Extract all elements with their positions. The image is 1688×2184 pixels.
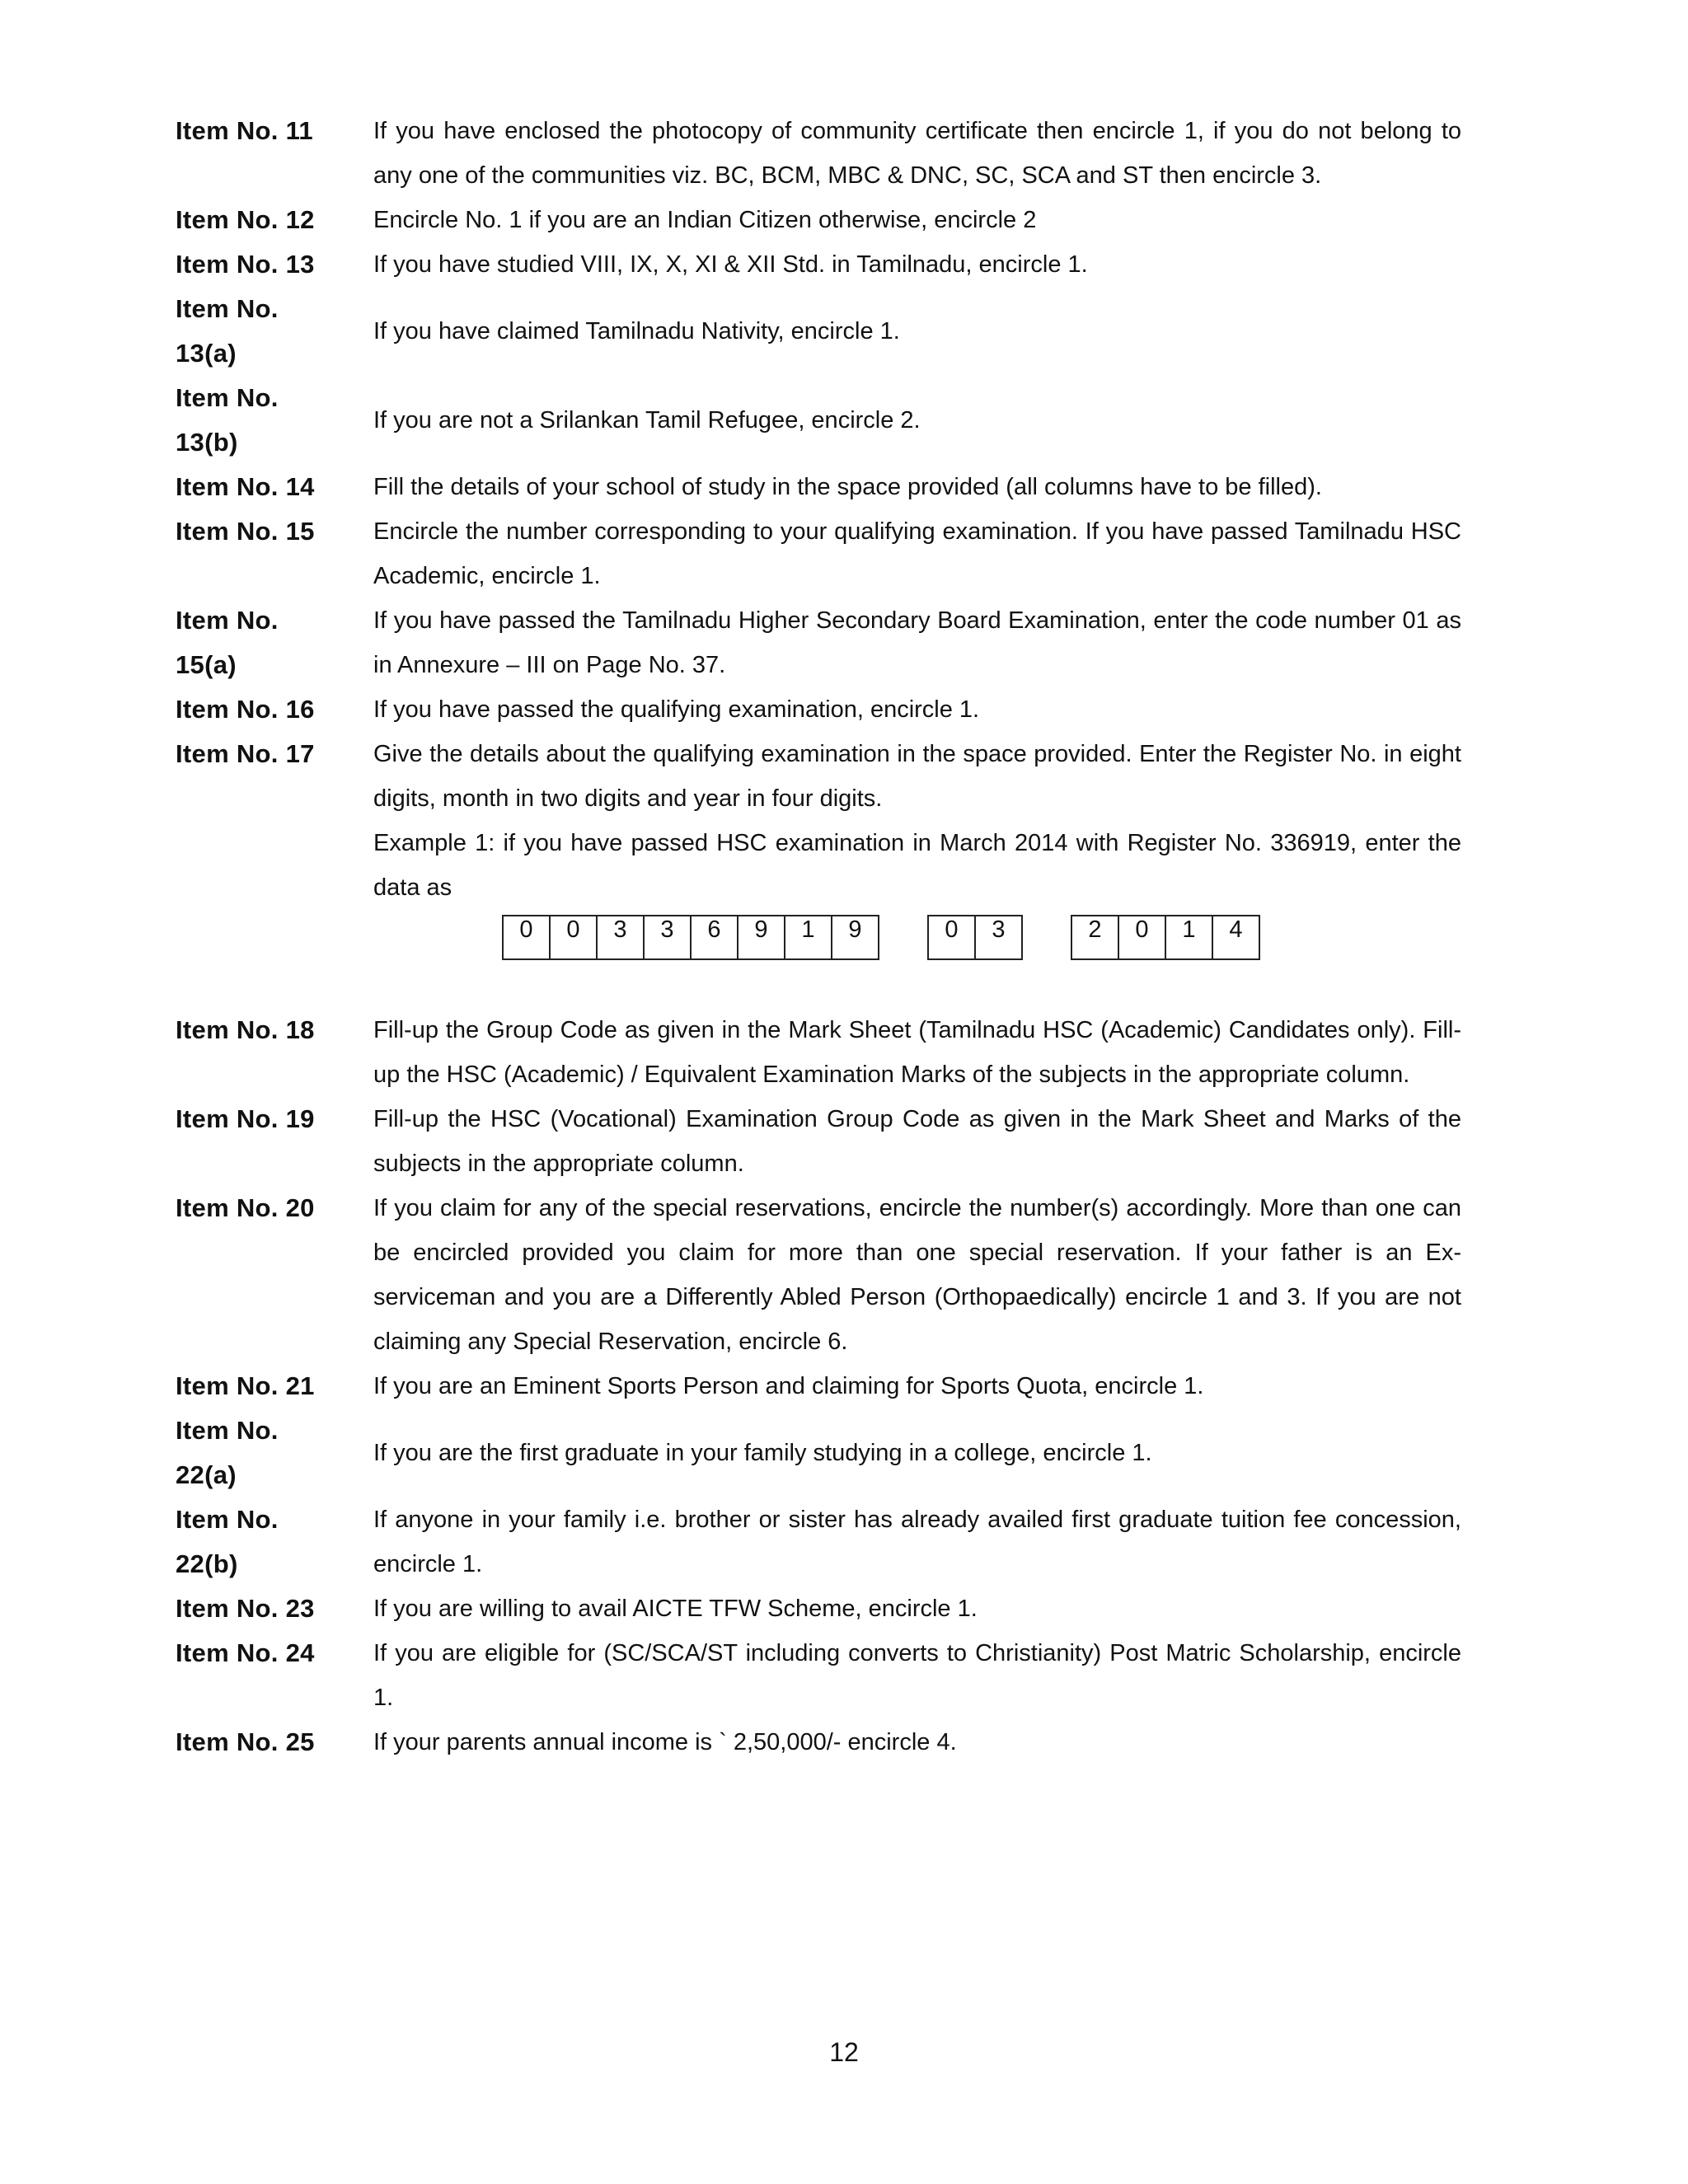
item-13b (176, 376, 1461, 465)
item-label: Item No. 18 (176, 1015, 315, 1044)
item-label: Item No. 25 (176, 1727, 315, 1756)
digit-box: 9 (831, 915, 879, 960)
item-label: Item No. 22(b) (176, 1505, 279, 1578)
item-14 (176, 465, 1461, 509)
year-boxes (1071, 915, 1260, 960)
item-text (373, 1497, 1461, 1586)
item-15a (176, 598, 1461, 687)
item-20 (176, 1186, 1461, 1364)
item-16 (176, 687, 1461, 732)
item-text (373, 309, 1461, 354)
item-text (373, 1720, 1461, 1765)
item-text (373, 242, 1461, 287)
item-13 (176, 242, 1461, 287)
item-paragraph: If you have passed the Tamilnadu Higher Secondary Board Examination, enter the code number 01 as in Annexure – III on Page No. 37. (373, 607, 1461, 678)
item-paragraph: Example 1: if you have passed HSC examination in March 2014 with Register No. 336919, enter the data as (373, 830, 1461, 901)
item-paragraph: If you are willing to avail AICTE TFW Scheme, encircle 1. (373, 1596, 978, 1622)
item-text (373, 1631, 1461, 1720)
item-text (373, 1186, 1461, 1364)
item-paragraph: Fill-up the Group Code as given in the Mark Sheet (Tamilnadu HSC (Academic) Candidates only). Fill-up the HSC (Academic) / Equivalent Examination Marks of the subjects in the appropriate column. (373, 1017, 1461, 1088)
item-paragraph: Encircle No. 1 if you are an Indian Citizen otherwise, encircle 2 (373, 207, 1037, 233)
item-label: Item No. 15(a) (176, 606, 279, 679)
item-label: Item No. 14 (176, 472, 315, 501)
item-25 (176, 1720, 1461, 1765)
item-paragraph: Give the details about the qualifying examination in the space provided. Enter the Register No. in eight digits, month in two digits and year in four digits. (373, 741, 1461, 812)
item-label: Item No. 12 (176, 205, 315, 234)
item-24 (176, 1631, 1461, 1720)
item-15 (176, 509, 1461, 598)
item-text (373, 687, 1461, 732)
item-label: Item No. 17 (176, 739, 315, 768)
item-text (373, 398, 1461, 443)
item-22b (176, 1497, 1461, 1586)
item-paragraph: If you have studied VIII, IX, X, XI & XII Std. in Tamilnadu, encircle 1. (373, 251, 1088, 278)
item-label: Item No. 13(b) (176, 383, 279, 457)
item-text (373, 465, 1461, 509)
register-number-boxes (502, 915, 879, 960)
item-paragraph: If anyone in your family i.e. brother or sister has already availed first graduate tuition fee concession, encircle 1. (373, 1507, 1461, 1577)
item-paragraph: If you claim for any of the special reservations, encircle the number(s) accordingly. More than one can be encircled provided you claim for more than one special reservation. If your father is an Ex-serviceman and you are a Differently Abled Person (Orthopaedically) encircle 1 and 3. If you are not claiming any Special Reservation, encircle 6. (373, 1195, 1461, 1355)
item-text (373, 1431, 1461, 1475)
item-label: Item No. 19 (176, 1104, 315, 1133)
item-paragraph: Encircle the number corresponding to your qualifying examination. If you have passed Tamilnadu HSC Academic, encircle 1. (373, 518, 1461, 589)
item-text (373, 1097, 1461, 1186)
month-boxes (927, 915, 1023, 960)
item-label: Item No. 15 (176, 517, 315, 546)
item-12 (176, 198, 1461, 242)
item-paragraph: If your parents annual income is ` 2,50,000/- encircle 4. (373, 1729, 957, 1755)
item-13a (176, 287, 1461, 376)
item-text (373, 198, 1461, 242)
digit-box: 0 (502, 915, 551, 960)
item-paragraph: If you have claimed Tamilnadu Nativity, encircle 1. (373, 318, 900, 344)
item-text (373, 732, 1461, 910)
item-label: Item No. 20 (176, 1193, 315, 1222)
item-label: Item No. 24 (176, 1638, 315, 1667)
page-number: 12 (829, 2037, 859, 2067)
item-22a (176, 1408, 1461, 1497)
item-label: Item No. 16 (176, 695, 315, 724)
item-paragraph: If you are the first graduate in your family studying in a college, encircle 1. (373, 1440, 1152, 1466)
digit-box: 6 (690, 915, 738, 960)
digit-box: 1 (784, 915, 832, 960)
digit-box: 3 (596, 915, 645, 960)
item-text (373, 509, 1461, 598)
item-paragraph: Fill the details of your school of study in the space provided (all columns have to be filled). (373, 474, 1322, 500)
item-paragraph: If you have enclosed the photocopy of community certificate then encircle 1, if you do not belong to any one of the communities viz. BC, BCM, MBC & DNC, SC, SCA and ST then encircle 3. (373, 118, 1461, 189)
item-text (373, 1586, 1461, 1631)
item-paragraph: If you are an Eminent Sports Person and claiming for Sports Quota, encircle 1. (373, 1373, 1204, 1399)
item-18 (176, 1008, 1461, 1097)
item-text (373, 1364, 1461, 1408)
digit-box: 1 (1165, 915, 1213, 960)
item-label: Item No. 13 (176, 250, 315, 279)
digit-box: 0 (927, 915, 976, 960)
item-17 (176, 732, 1461, 910)
digit-box: 4 (1212, 915, 1260, 960)
digit-box: 9 (737, 915, 785, 960)
digit-box: 3 (974, 915, 1023, 960)
item-21 (176, 1364, 1461, 1408)
digit-box: 0 (549, 915, 598, 960)
digit-box: 0 (1118, 915, 1166, 960)
item-label: Item No. 11 (176, 116, 313, 145)
item-19 (176, 1097, 1461, 1186)
item-paragraph: If you have passed the qualifying examination, encircle 1. (373, 696, 980, 723)
item-paragraph: Fill-up the HSC (Vocational) Examination Group Code as given in the Mark Sheet and Marks of the subjects in the appropriate column. (373, 1106, 1461, 1177)
item-11 (176, 109, 1461, 198)
item-text (373, 1008, 1461, 1097)
item-label: Item No. 23 (176, 1594, 315, 1623)
item-text (373, 109, 1461, 198)
digit-box: 3 (643, 915, 692, 960)
register-example-boxes (502, 915, 1461, 960)
item-label: Item No. 21 (176, 1371, 315, 1400)
item-label: Item No. 22(a) (176, 1416, 279, 1489)
instructions-page (176, 109, 1461, 1765)
item-paragraph: If you are not a Srilankan Tamil Refugee, encircle 2. (373, 407, 921, 434)
digit-box: 2 (1071, 915, 1119, 960)
item-text (373, 598, 1461, 687)
item-label: Item No. 13(a) (176, 294, 279, 368)
item-paragraph: If you are eligible for (SC/SCA/ST including converts to Christianity) Post Matric Scholarship, encircle 1. (373, 1640, 1461, 1711)
item-23 (176, 1586, 1461, 1631)
